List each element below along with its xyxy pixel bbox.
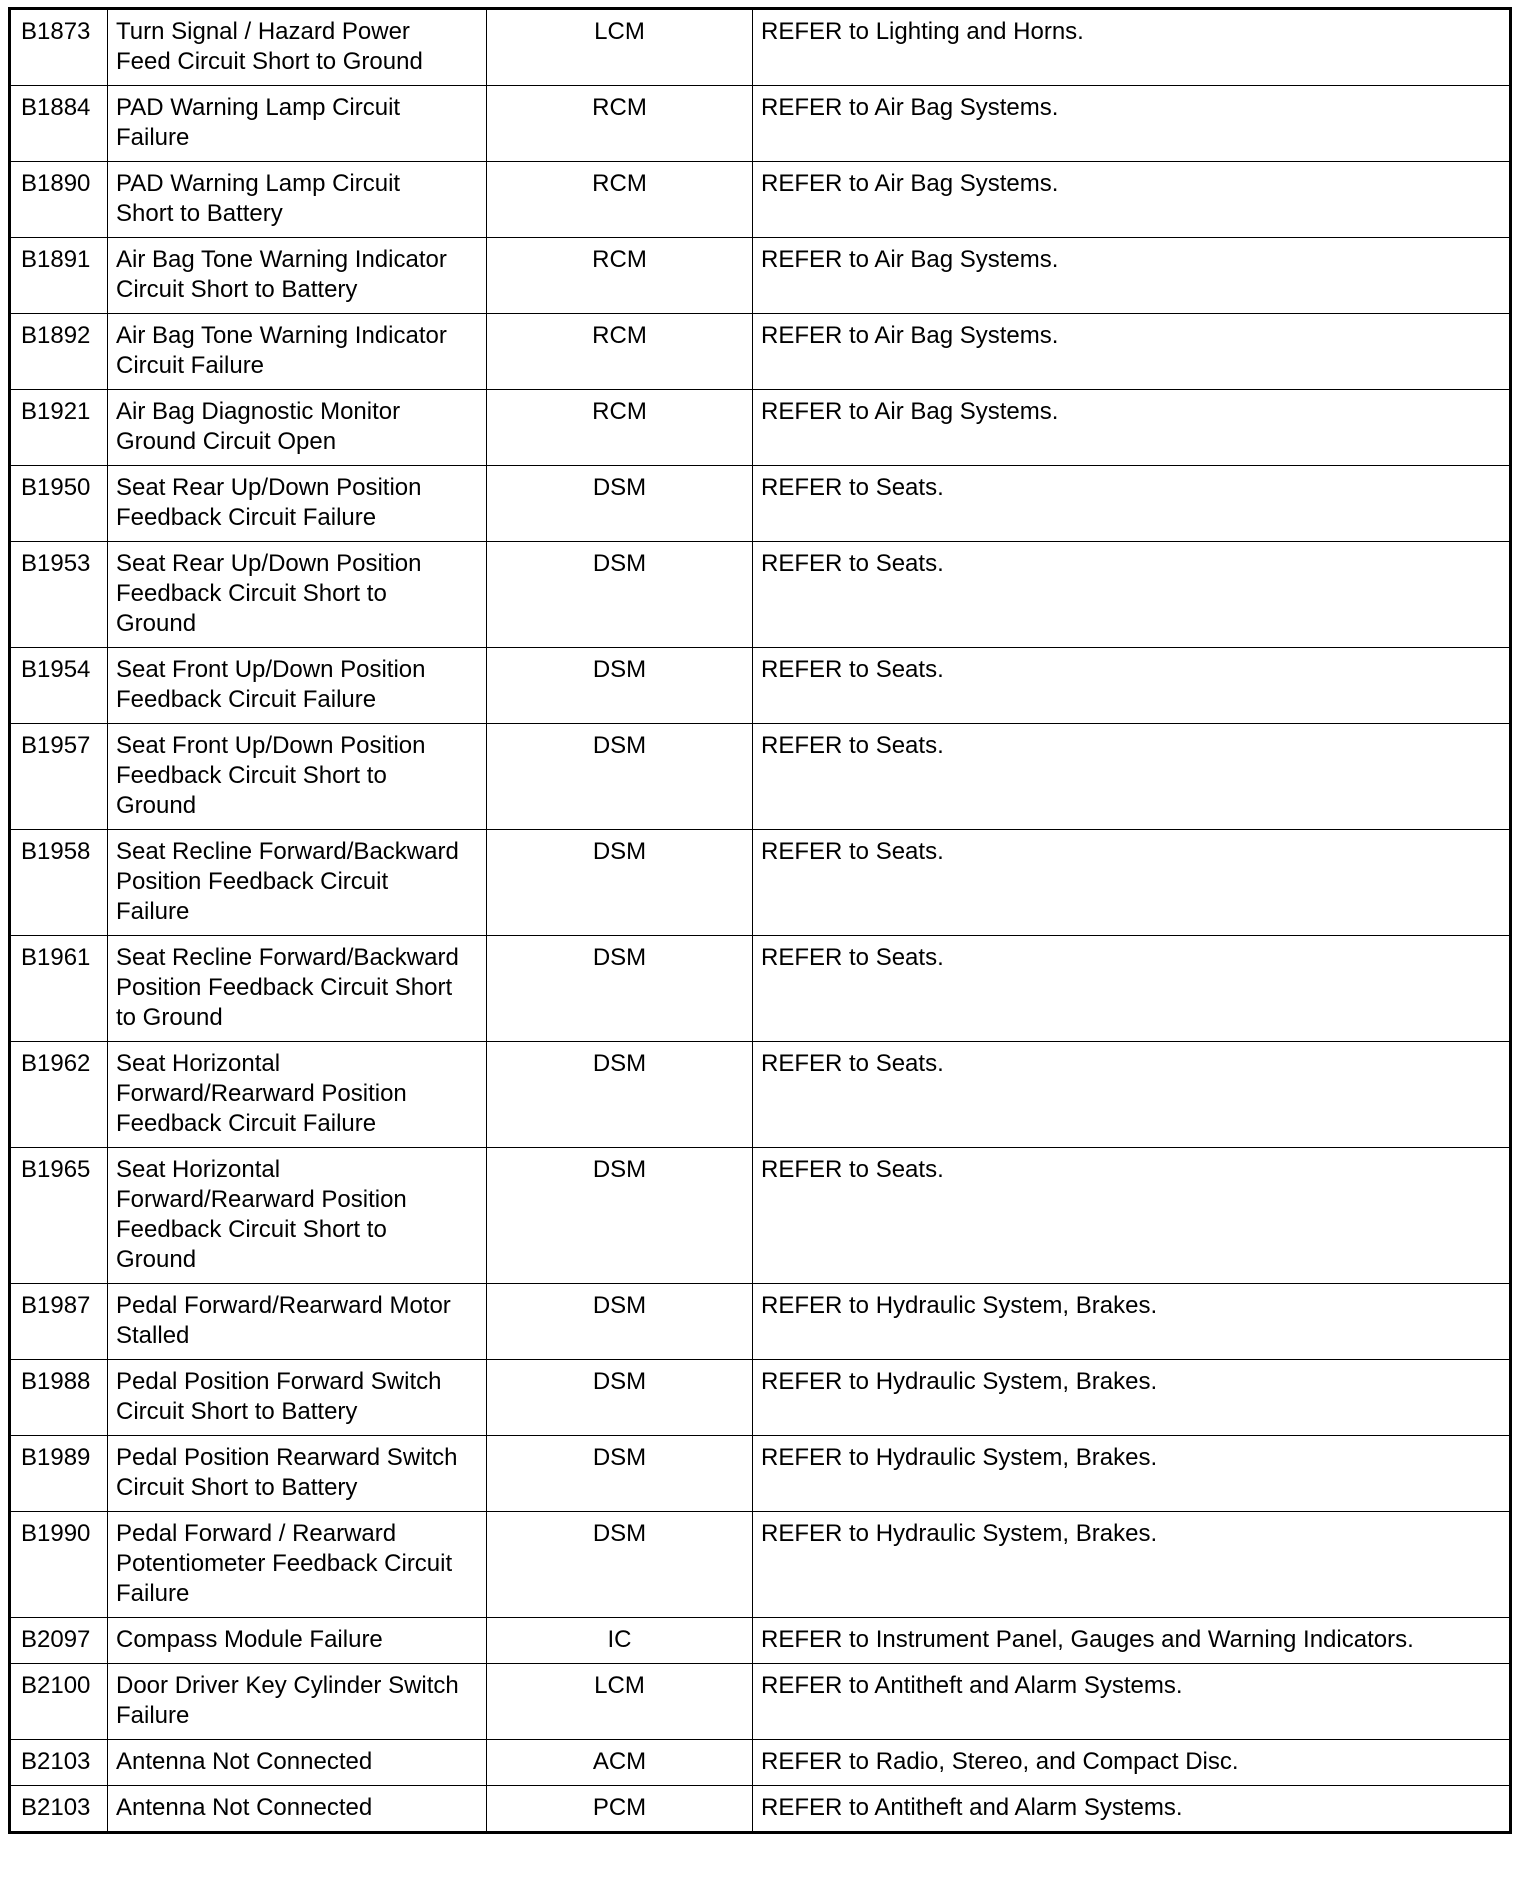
description-line: Failure	[116, 1702, 190, 1729]
description-line: Feedback Circuit Short to	[116, 580, 387, 607]
table-row	[10, 1436, 1511, 1512]
module-cell: RCM	[487, 390, 753, 466]
module-cell: IC	[487, 1618, 753, 1664]
description-line: Seat Horizontal	[116, 1156, 281, 1183]
module-cell: RCM	[487, 162, 753, 238]
description-line: Seat Front Up/Down Position	[116, 656, 426, 683]
dtc-description-cell	[108, 936, 487, 1042]
dtc-code-cell: B1989	[10, 1436, 108, 1512]
table-row	[10, 648, 1511, 724]
description-line: Circuit Failure	[116, 352, 265, 379]
description-line: PAD Warning Lamp Circuit	[116, 170, 401, 197]
module-cell: DSM	[487, 466, 753, 542]
dtc-code-cell: B2103	[10, 1786, 108, 1833]
module-cell: DSM	[487, 936, 753, 1042]
action-cell: REFER to Air Bag Systems.	[753, 162, 1511, 238]
table-row	[10, 390, 1511, 466]
module-cell: LCM	[487, 9, 753, 86]
action-cell: REFER to Air Bag Systems.	[753, 238, 1511, 314]
description-line: Forward/Rearward Position	[116, 1080, 407, 1107]
action-cell: REFER to Seats.	[753, 936, 1511, 1042]
dtc-code-cell: B1953	[10, 542, 108, 648]
description-line: Door Driver Key Cylinder Switch	[116, 1672, 459, 1699]
dtc-description-cell	[108, 724, 487, 830]
module-cell: DSM	[487, 830, 753, 936]
description-line: Circuit Short to Battery	[116, 1474, 358, 1501]
dtc-description-cell	[108, 238, 487, 314]
table-row	[10, 1786, 1511, 1833]
dtc-code-cell: B1990	[10, 1512, 108, 1618]
dtc-code-cell: B1921	[10, 390, 108, 466]
dtc-code-cell: B1957	[10, 724, 108, 830]
action-cell: REFER to Instrument Panel, Gauges and Warning Indicators.	[753, 1618, 1511, 1664]
module-cell: DSM	[487, 542, 753, 648]
module-cell: DSM	[487, 1042, 753, 1148]
table-row	[10, 1284, 1511, 1360]
dtc-code-cell: B1873	[10, 9, 108, 86]
table-row	[10, 1740, 1511, 1786]
description-line: PAD Warning Lamp Circuit	[116, 94, 401, 121]
action-cell: REFER to Seats.	[753, 724, 1511, 830]
description-line: Air Bag Diagnostic Monitor	[116, 398, 401, 425]
table-row	[10, 162, 1511, 238]
dtc-code-cell: B1892	[10, 314, 108, 390]
dtc-code-cell: B1958	[10, 830, 108, 936]
action-cell: REFER to Antitheft and Alarm Systems.	[753, 1664, 1511, 1740]
module-cell: RCM	[487, 86, 753, 162]
action-cell: REFER to Seats.	[753, 1042, 1511, 1148]
description-line: Feed Circuit Short to Ground	[116, 48, 423, 75]
table-row	[10, 1618, 1511, 1664]
table-row	[10, 466, 1511, 542]
action-cell: REFER to Seats.	[753, 542, 1511, 648]
dtc-description-cell	[108, 390, 487, 466]
dtc-description-cell	[108, 162, 487, 238]
action-cell: REFER to Hydraulic System, Brakes.	[753, 1360, 1511, 1436]
dtc-description-cell	[108, 830, 487, 936]
description-line: to Ground	[116, 1004, 223, 1031]
dtc-description-cell	[108, 1664, 487, 1740]
table-row	[10, 724, 1511, 830]
description-line: Ground	[116, 1246, 197, 1273]
dtc-description-cell	[108, 1360, 487, 1436]
description-line: Compass Module Failure	[116, 1626, 383, 1653]
description-line: Seat Front Up/Down Position	[116, 732, 426, 759]
dtc-description-cell	[108, 542, 487, 648]
dtc-code-cell: B2103	[10, 1740, 108, 1786]
dtc-description-cell	[108, 9, 487, 86]
dtc-description-cell	[108, 1512, 487, 1618]
dtc-description-cell	[108, 1618, 487, 1664]
dtc-code-cell: B1988	[10, 1360, 108, 1436]
table-row	[10, 1042, 1511, 1148]
dtc-description-cell	[108, 1786, 487, 1833]
dtc-code-cell: B1884	[10, 86, 108, 162]
dtc-description-cell	[108, 466, 487, 542]
dtc-code-cell: B1961	[10, 936, 108, 1042]
dtc-description-cell	[108, 1740, 487, 1786]
description-line: Stalled	[116, 1322, 190, 1349]
dtc-description-cell	[108, 1436, 487, 1512]
table-row	[10, 542, 1511, 648]
description-line: Failure	[116, 1580, 190, 1607]
action-cell: REFER to Air Bag Systems.	[753, 86, 1511, 162]
table-row	[10, 9, 1511, 86]
description-line: Ground	[116, 610, 197, 637]
description-line: Position Feedback Circuit Short	[116, 974, 453, 1001]
dtc-code-cell: B1965	[10, 1148, 108, 1284]
description-line: Turn Signal / Hazard Power	[116, 18, 410, 45]
description-line: Pedal Forward / Rearward	[116, 1520, 397, 1547]
table-row	[10, 1360, 1511, 1436]
module-cell: DSM	[487, 1436, 753, 1512]
action-cell: REFER to Hydraulic System, Brakes.	[753, 1512, 1511, 1618]
module-cell: RCM	[487, 238, 753, 314]
dtc-table	[8, 7, 1512, 1834]
module-cell: DSM	[487, 1284, 753, 1360]
module-cell: ACM	[487, 1740, 753, 1786]
description-line: Position Feedback Circuit	[116, 868, 389, 895]
dtc-code-cell: B1987	[10, 1284, 108, 1360]
dtc-description-cell	[108, 648, 487, 724]
description-line: Air Bag Tone Warning Indicator	[116, 246, 447, 273]
description-line: Seat Recline Forward/Backward	[116, 944, 459, 971]
action-cell: REFER to Seats.	[753, 466, 1511, 542]
module-cell: DSM	[487, 648, 753, 724]
description-line: Failure	[116, 124, 190, 151]
table-row	[10, 238, 1511, 314]
description-line: Circuit Short to Battery	[116, 1398, 358, 1425]
description-line: Ground Circuit Open	[116, 428, 337, 455]
action-cell: REFER to Air Bag Systems.	[753, 390, 1511, 466]
action-cell: REFER to Lighting and Horns.	[753, 9, 1511, 86]
description-line: Pedal Position Forward Switch	[116, 1368, 442, 1395]
action-cell: REFER to Seats.	[753, 830, 1511, 936]
table-row	[10, 1148, 1511, 1284]
dtc-code-cell: B1954	[10, 648, 108, 724]
dtc-code-cell: B1962	[10, 1042, 108, 1148]
description-line: Antenna Not Connected	[116, 1794, 373, 1821]
description-line: Forward/Rearward Position	[116, 1186, 407, 1213]
action-cell: REFER to Antitheft and Alarm Systems.	[753, 1786, 1511, 1833]
description-line: Air Bag Tone Warning Indicator	[116, 322, 447, 349]
module-cell: LCM	[487, 1664, 753, 1740]
dtc-table-body	[10, 9, 1511, 1833]
module-cell: DSM	[487, 1148, 753, 1284]
module-cell: DSM	[487, 1512, 753, 1618]
dtc-code-cell: B1891	[10, 238, 108, 314]
dtc-code-cell: B2097	[10, 1618, 108, 1664]
action-cell: REFER to Hydraulic System, Brakes.	[753, 1284, 1511, 1360]
module-cell: PCM	[487, 1786, 753, 1833]
dtc-description-cell	[108, 1042, 487, 1148]
description-line: Feedback Circuit Short to	[116, 762, 387, 789]
table-row	[10, 1512, 1511, 1618]
module-cell: RCM	[487, 314, 753, 390]
dtc-description-cell	[108, 1148, 487, 1284]
table-row	[10, 1664, 1511, 1740]
action-cell: REFER to Seats.	[753, 1148, 1511, 1284]
action-cell: REFER to Air Bag Systems.	[753, 314, 1511, 390]
description-line: Feedback Circuit Short to	[116, 1216, 387, 1243]
description-line: Circuit Short to Battery	[116, 276, 358, 303]
description-line: Seat Rear Up/Down Position	[116, 474, 422, 501]
description-line: Seat Rear Up/Down Position	[116, 550, 422, 577]
description-line: Ground	[116, 792, 197, 819]
module-cell: DSM	[487, 1360, 753, 1436]
description-line: Short to Battery	[116, 200, 283, 227]
action-cell: REFER to Hydraulic System, Brakes.	[753, 1436, 1511, 1512]
dtc-code-cell: B2100	[10, 1664, 108, 1740]
description-line: Seat Horizontal	[116, 1050, 281, 1077]
description-line: Feedback Circuit Failure	[116, 686, 377, 713]
module-cell: DSM	[487, 724, 753, 830]
dtc-code-cell: B1890	[10, 162, 108, 238]
description-line: Pedal Forward/Rearward Motor	[116, 1292, 451, 1319]
action-cell: REFER to Seats.	[753, 648, 1511, 724]
table-row	[10, 86, 1511, 162]
dtc-description-cell	[108, 314, 487, 390]
dtc-description-cell	[108, 1284, 487, 1360]
description-line: Pedal Position Rearward Switch	[116, 1444, 458, 1471]
description-line: Antenna Not Connected	[116, 1748, 373, 1775]
table-row	[10, 314, 1511, 390]
description-line: Feedback Circuit Failure	[116, 504, 377, 531]
action-cell: REFER to Radio, Stereo, and Compact Disc.	[753, 1740, 1511, 1786]
description-line: Potentiometer Feedback Circuit	[116, 1550, 453, 1577]
description-line: Failure	[116, 898, 190, 925]
description-line: Seat Recline Forward/Backward	[116, 838, 459, 865]
table-row	[10, 830, 1511, 936]
description-line: Feedback Circuit Failure	[116, 1110, 377, 1137]
table-row	[10, 936, 1511, 1042]
dtc-description-cell	[108, 86, 487, 162]
dtc-code-cell: B1950	[10, 466, 108, 542]
